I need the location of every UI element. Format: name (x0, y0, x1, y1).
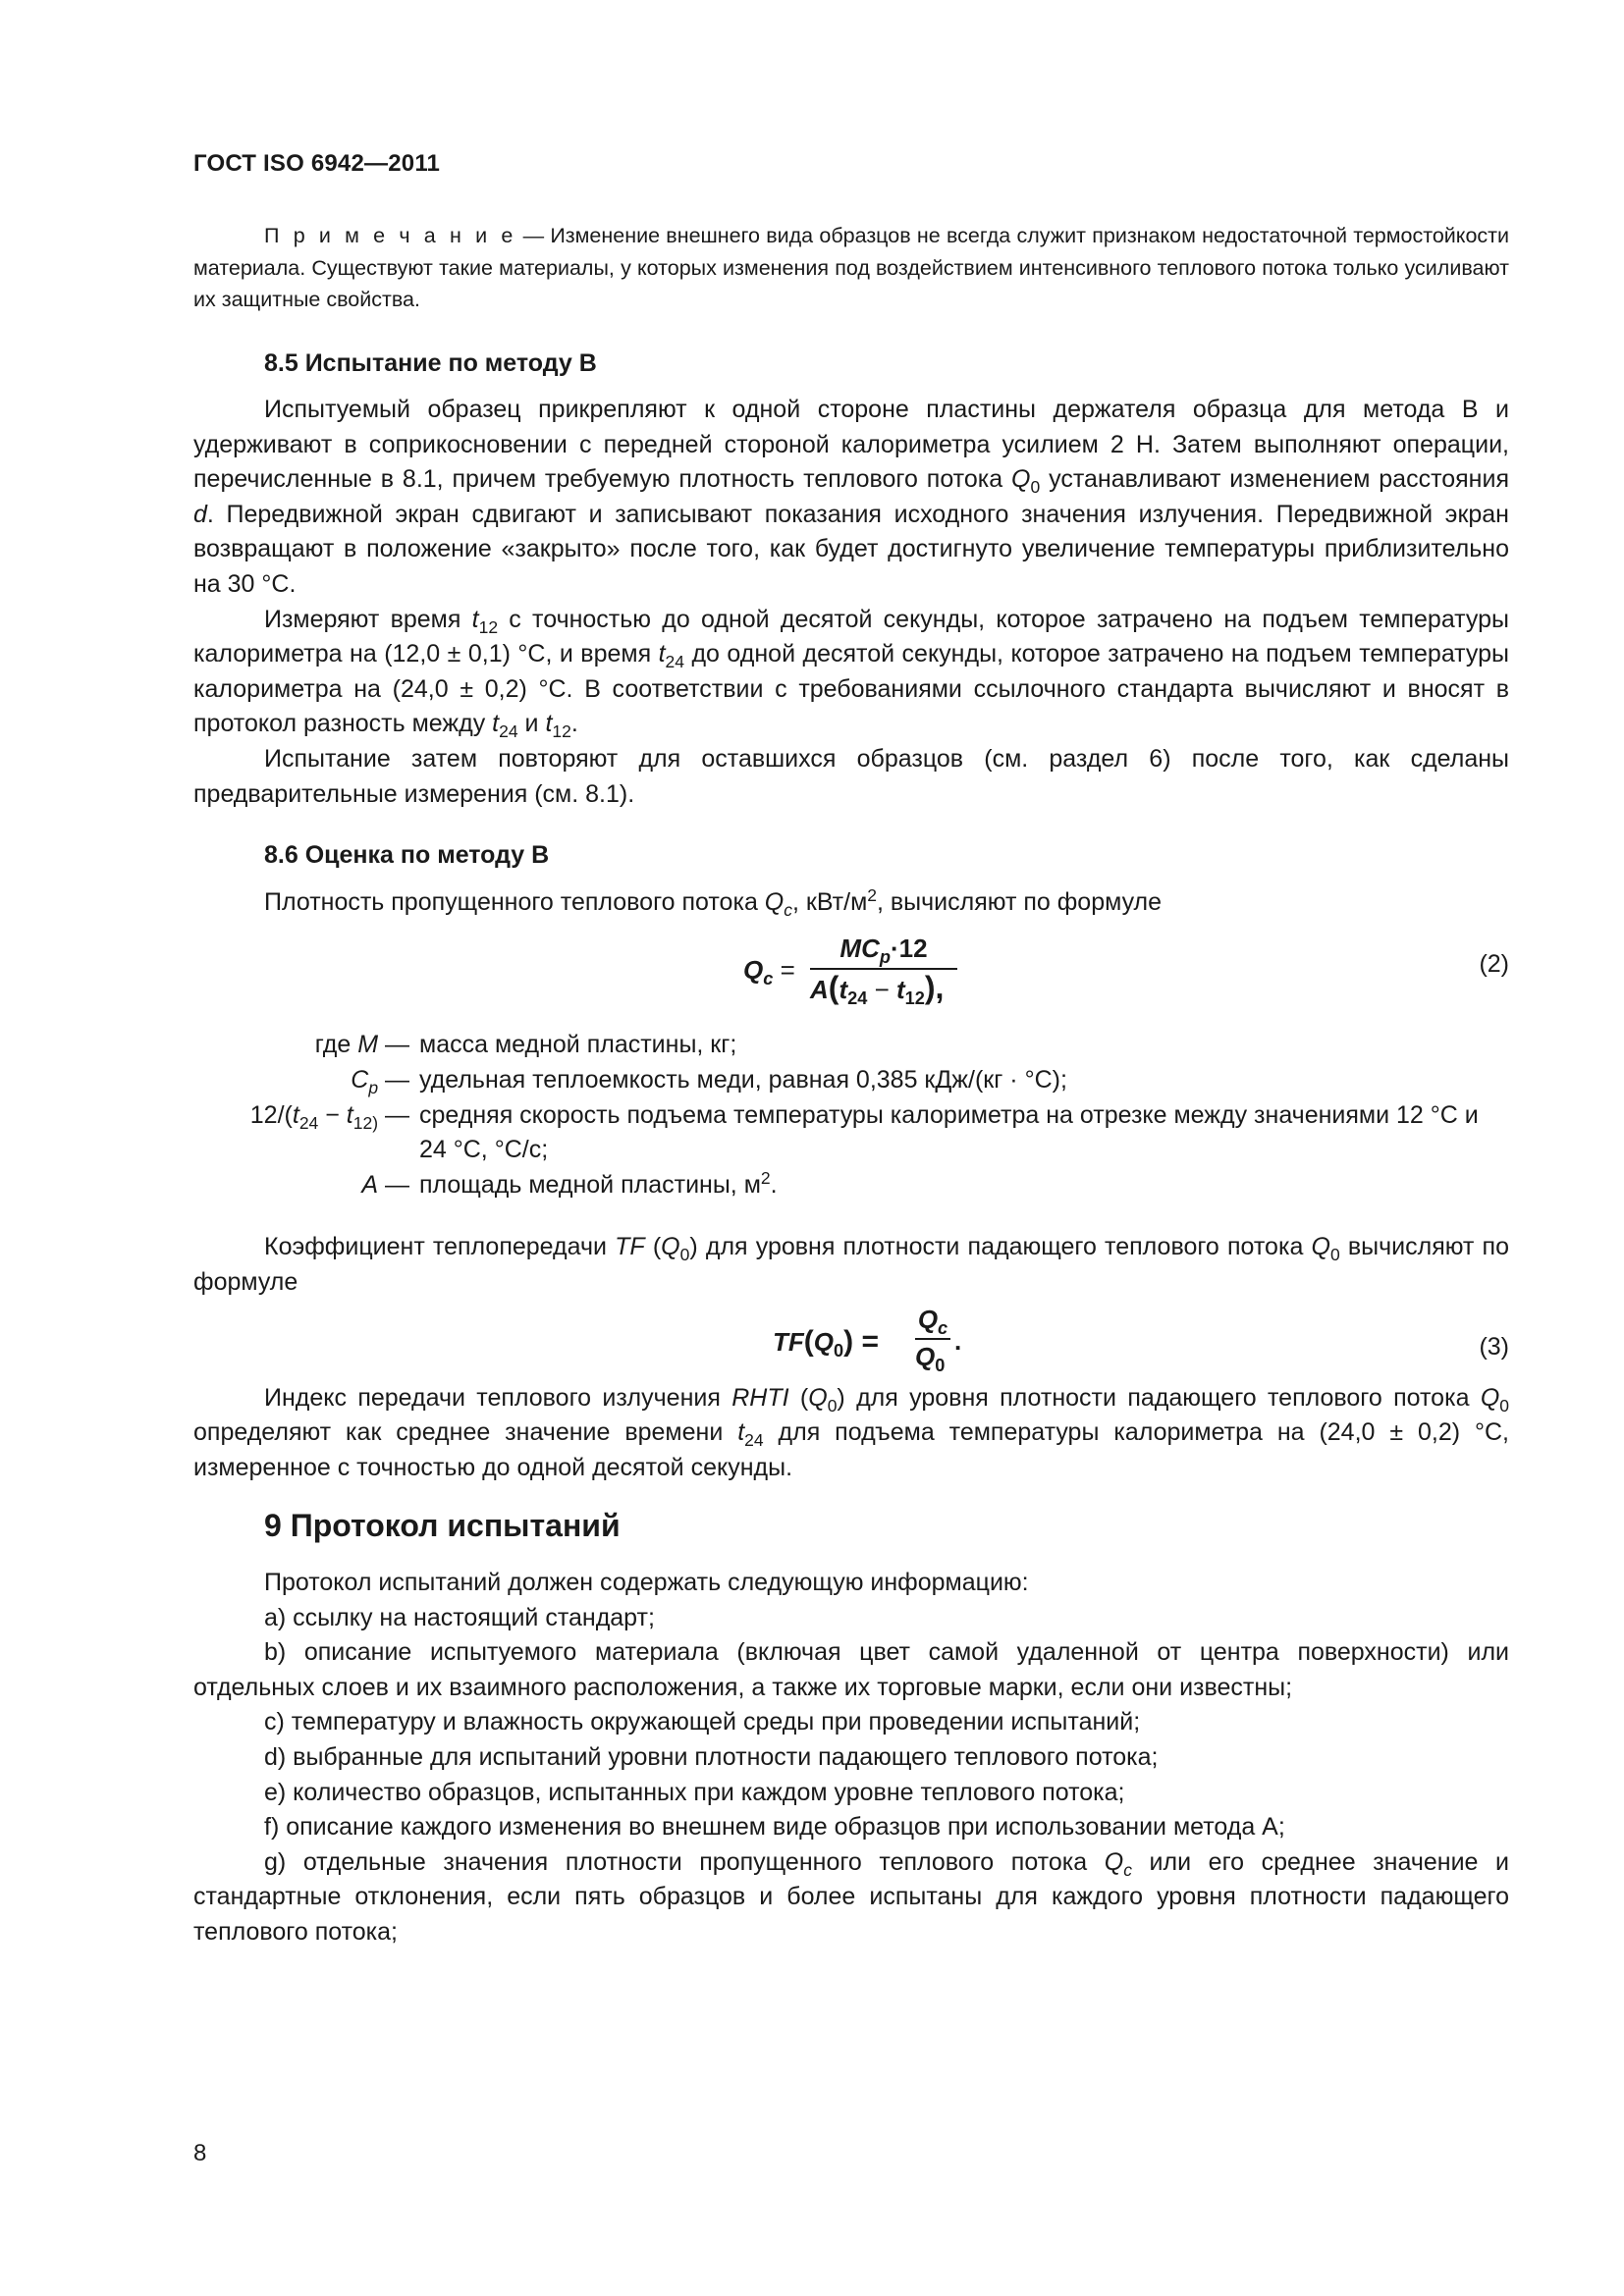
formula-2-number: (2) (1479, 950, 1509, 979)
formula-3-dot: . (954, 1325, 962, 1356)
note-label: П р и м е ч а н и е (264, 224, 517, 247)
s86-paragraph-3: Индекс передачи теплового излучения RHTI $(Q_0)$ для уровня плотности падающего теплового потока $Q_0$ определяют как среднее значение времени $t_{24}$ для подъема температуры калориметра на (24,0 ± 0,2) °С, измеренное с точностью до одной десятой секунды. (193, 1383, 1509, 1481)
s85-paragraph-3: Испытание затем повторяют для оставшихся образцов (см. раздел 6) после того, как сделаны предварительные измерения (см. 8.1). (193, 745, 1509, 808)
s85-paragraph-1: Испытуемый образец прикрепляют к одной стороне пластины держателя образца для метода B и удерживают в соприкосновении с передней стороной калориметра усилием 2 Н. Затем выполняют операции, перечисленные в 8.1, причем требуемую плотность теплового потока $Q_0$ устанавливают изменением расстояния d. Передвижной экран сдвигают и записывают показания исходного значения излучения. Передвижной экран возвращают в положение «закрыто» после того, как будет достигнуто увеличение температуры приблизительно на 30 °С. (193, 396, 1509, 599)
note-text: — Изменение внешнего вида образцов не всегда служит признаком недостаточной термостойкости материала. Существуют такие материалы, у которых изменения под воздействием интенсивного теплового потока только усиливают их защитные свойства. (193, 224, 1510, 311)
list-item: e) количество образцов, испытанных при каждом уровне теплового потока; (264, 1778, 1125, 1806)
list-item: c) температуру и влажность окружающей среды при проведении испытаний; (264, 1708, 1141, 1736)
list-item: f) описание каждого изменения во внешнем виде образцов при использовании метода А; (264, 1813, 1285, 1842)
page-number: 8 (193, 2140, 207, 2166)
list-item: a) ссылку на настоящий стандарт; (264, 1603, 655, 1631)
document-header: ГОСТ ISO 6942—2011 (193, 150, 441, 177)
where-row: A — площадь медной пластины, $м^2$. (361, 1167, 778, 1199)
section-8-6-title: 8.6 Оценка по методу B (264, 841, 550, 870)
document-body (193, 220, 1509, 1949)
formula-3-number: (3) (1479, 1332, 1509, 1361)
where-row: где M — масса медной пластины, кг; (314, 1031, 737, 1059)
where-row: $12/(t_{24} - t_{12)}$ — средняя скорость подъема температуры калориметра на отрезке между значениями 12 °С и 24 °С, °С/с; (249, 1100, 1479, 1164)
formula-2 (193, 920, 1509, 1020)
s85-paragraph-2: Измеряют время $t_{12}$ с точностью до одной десятой секунды, которое затрачено на подъем температуры калориметра на (12,0 ± 0,1) °С, и время $t_{24}$ до одной десятой секунды, которое затрачено на подъем температуры калориметра на (24,0 ± 0,2) °С. В соответствии с требованиями ссылочного стандарта вычисляют и вносят в протокол разность между $t_{24}$ и $t_{12}$. (193, 605, 1509, 742)
s86-paragraph-1: Плотность пропущенного теплового потока $Q_c$, кВт/$м^2$, вычисляют по формуле (264, 884, 1163, 920)
formula-3-lhs: $TF(Q_0)$ = (773, 1324, 879, 1361)
formula-3-denominator: $Q_0$ (915, 1341, 946, 1375)
list-item: d) выбранные для испытаний уровни плотности падающего теплового потока; (264, 1742, 1159, 1771)
list-item: g) отдельные значения плотности пропущенного теплового потока $Q_c$ или его среднее значение и стандартные отклонения, если пять образцов и более испытаны для каждого уровня плотности падающего теплового потока; (193, 1847, 1510, 1946)
note-paragraph (193, 220, 1509, 316)
section-8-5-title: 8.5 Испытание по методу B (264, 348, 597, 377)
s86-paragraph-2: Коэффициент теплопередачи TF $(Q_0)$ для уровня плотности падающего теплового потока $Q_0$ вычисляют по формуле (193, 1233, 1509, 1296)
formula-3 (193, 1301, 1509, 1381)
formula-2-denominator: $A(t_{24} - t_{12})$, (810, 970, 945, 1009)
formula-3-numerator: $Q_c$ (917, 1304, 948, 1338)
s9-intro: Протокол испытаний должен содержать следующую информацию: (264, 1568, 1029, 1596)
section-9-title: 9 Протокол испытаний (264, 1508, 621, 1544)
where-row: $C_p$ — удельная теплоемкость меди, равная 0,385 кДж/(кг · °С); (351, 1066, 1067, 1097)
formula-2-numerator: $MC_p\cdot 12$ (839, 934, 928, 968)
formula-2-lhs: $Q_c$ = (743, 955, 795, 989)
list-item: b) описание испытуемого материала (включая цвет самой удаленной от центра поверхности) или отдельных слоев и их взаимного расположения, а также их торговые марки, если они известны; (193, 1638, 1509, 1701)
where-list (193, 1028, 1509, 1202)
